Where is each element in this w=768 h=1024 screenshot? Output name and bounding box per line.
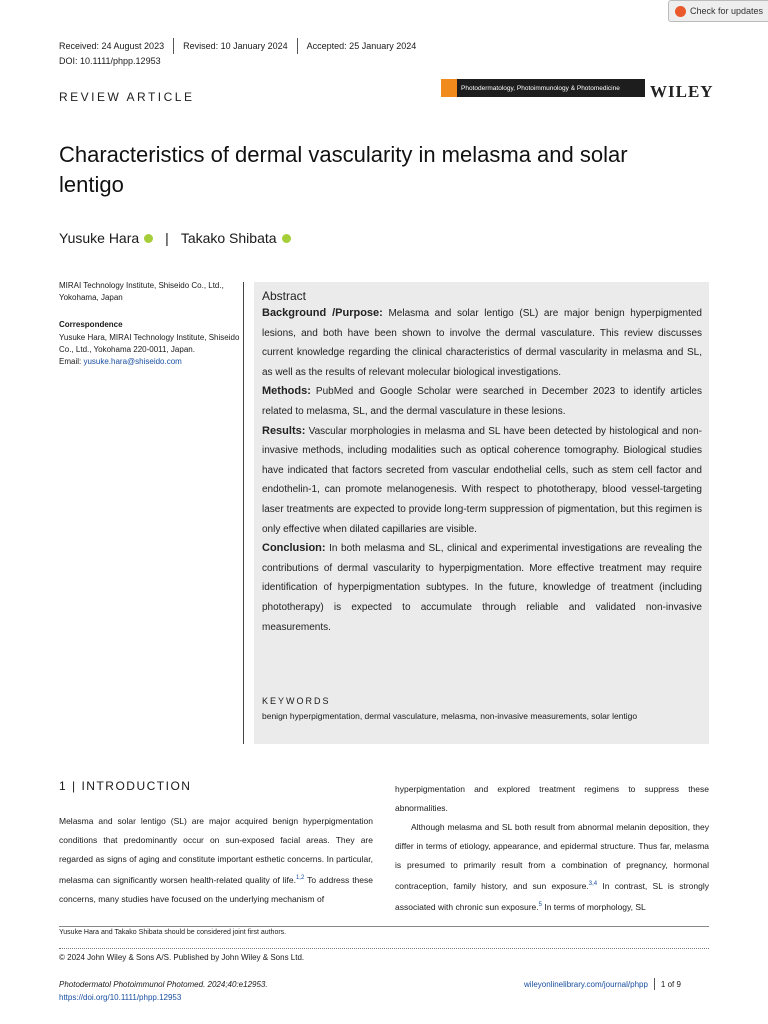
abstract-results — [262, 422, 702, 540]
author-name[interactable]: Takako Shibata — [180, 230, 277, 246]
doi: DOI: 10.1111/phpp.12953 — [59, 56, 161, 66]
check-updates-label: Check for updates — [689, 6, 764, 16]
doi-link[interactable]: https://doi.org/10.1111/phpp.12953 — [59, 993, 182, 1002]
correspondence-text: Yusuke Hara, MIRAI Technology Institute, Shiseido Co., Ltd., Yokohama 220-0011, Japan. — [59, 333, 240, 354]
orcid-icon[interactable] — [144, 234, 153, 243]
body-column-right — [395, 780, 709, 917]
copyright: © 2024 John Wiley & Sons A/S. Published by John Wiley & Sons Ltd. — [59, 953, 305, 962]
divider — [297, 38, 298, 54]
article-type: REVIEW ARTICLE — [59, 90, 195, 104]
citation: Photodermatol Photoimmunol Photomed. 2024;40:e12953. — [59, 980, 268, 989]
article-dates — [59, 38, 416, 54]
divider — [654, 978, 655, 990]
reference-link[interactable]: 5 — [538, 901, 542, 908]
email-link[interactable]: yusuke.hara@shiseido.com — [83, 357, 182, 366]
crossmark-icon — [675, 6, 686, 17]
footnote-rule — [59, 926, 709, 927]
methods-label: Methods: — [262, 385, 311, 398]
paragraph-text: In terms of morphology, SL — [541, 901, 646, 912]
reference-link[interactable]: 3,4 — [588, 881, 598, 887]
background-label: Background /Purpose: — [262, 307, 383, 319]
publisher-logo: WILEY — [650, 82, 714, 101]
dotted-divider — [59, 948, 709, 949]
journal-logo-block — [441, 79, 457, 97]
divider — [173, 38, 174, 54]
affiliation: MIRAI Technology Institute, Shiseido Co., Ltd., Yokohama, Japan — [59, 281, 224, 302]
paragraph — [59, 812, 373, 909]
revised-date: Revised: 10 January 2024 — [183, 41, 288, 51]
correspondence — [59, 332, 241, 368]
abstract-background — [262, 304, 702, 382]
article-title: Characteristics of dermal vascularity in melasma and solar lentigo — [59, 142, 628, 197]
conclusion-text: In both melasma and SL, clinical and experimental investigations are revealing the contributions of dermal vascularity to hyperpigmentation. More effective treatment may require identification of hyperpigmentation subtypes. In the future, knowledge of treatment (including phototherapy) is expected to accumulate through reliable and validated non-invasive measurements. — [262, 543, 702, 633]
abstract-methods — [262, 382, 702, 421]
author-separator: | — [165, 230, 169, 246]
journal-name: Photodermatology, Photoimmunology & Photomedicine — [461, 84, 620, 92]
email-label: Email: — [59, 357, 84, 366]
journal-site-link[interactable]: wileyonlinelibrary.com/journal/phpp — [524, 979, 648, 989]
footer-right — [524, 978, 681, 990]
received-date: Received: 24 August 2023 — [59, 41, 165, 51]
section-heading: 1 | INTRODUCTION — [59, 779, 192, 793]
paragraph-text: In contrast, SL is strongly associated with chronic sun exposure. — [395, 880, 709, 912]
results-label: Results: — [262, 424, 306, 437]
check-for-updates-button[interactable] — [668, 0, 768, 22]
conclusion-label: Conclusion: — [262, 542, 326, 555]
page-number: 1 of 9 — [660, 979, 681, 989]
background-text: Melasma and solar lentigo (SL) are major benign hyperpigmented lesions, and both have been shown to involve the dermal vasculature. This review discusses current knowledge regarding the clinical characteristics of dermal vascularity in melasma and SL, as well as the results of relevant molecular biological investigations. — [262, 308, 702, 378]
keywords-heading: KEYWORDS — [262, 696, 331, 706]
abstract-conclusion — [262, 539, 702, 637]
accepted-date: Accepted: 25 January 2024 — [306, 41, 417, 51]
paragraph-text: Although melasma and SL both result from abnormal melanin deposition, they differ in terms of etiology, appearance, and epidermal structure. Thus far, melasma is presumed to primarily result from a combination of pregnancy, hormonal contraception, family history, and sun exposure. — [395, 822, 709, 891]
methods-text: PubMed and Google Scholar were searched in December 2023 to identify articles related to melasma, SL, and the dermal vasculature in these lesions. — [262, 386, 702, 417]
column-divider — [243, 282, 244, 744]
keywords: benign hyperpigmentation, dermal vasculature, melasma, non-invasive measurements, solar lentigo — [262, 711, 638, 721]
paragraph — [395, 818, 709, 917]
journal-banner — [441, 79, 645, 97]
reference-link[interactable]: 1,2 — [295, 875, 305, 881]
correspondence-heading: Correspondence — [59, 320, 123, 329]
abstract-box — [254, 282, 709, 744]
author-name[interactable]: Yusuke Hara — [59, 230, 140, 246]
body-column-left — [59, 812, 373, 909]
orcid-icon[interactable] — [282, 234, 291, 243]
citation-block — [59, 978, 268, 1004]
paragraph-text: To address these concerns, many studies have focused on the underlying mechanism of — [59, 874, 373, 904]
footnote: Yusuke Hara and Takako Shibata should be considered joint first authors. — [59, 929, 287, 936]
results-text: Vascular morphologies in melasma and SL have been detected by histological and non-invasive methods, including modalities such as optical coherence tomography. Biological studies have indicated that factors secreted from vascular endothelial cells, such as stem cell factor and endothelin-1, can promote melanogenesis. With respect to phototherapy, blood vessel-targeting laser treatments are expected to provide long-term suppression of pigmentation, but this regimen is only effective when dilated capillaries are visible. — [262, 425, 702, 535]
abstract-heading: Abstract — [262, 289, 307, 303]
paragraph-text: Melasma and solar lentigo (SL) are major acquired benign hyperpigmentation conditions that predominantly occur on sun-exposed facial areas. They are regarded as signs of aging and constitute important esthetic concerns. In particular, melasma can significantly worsen health-related quality of life. — [59, 816, 373, 885]
author-list — [59, 230, 291, 246]
paragraph: hyperpigmentation and explored treatment regimens to suppress these abnormalities. — [395, 784, 709, 813]
